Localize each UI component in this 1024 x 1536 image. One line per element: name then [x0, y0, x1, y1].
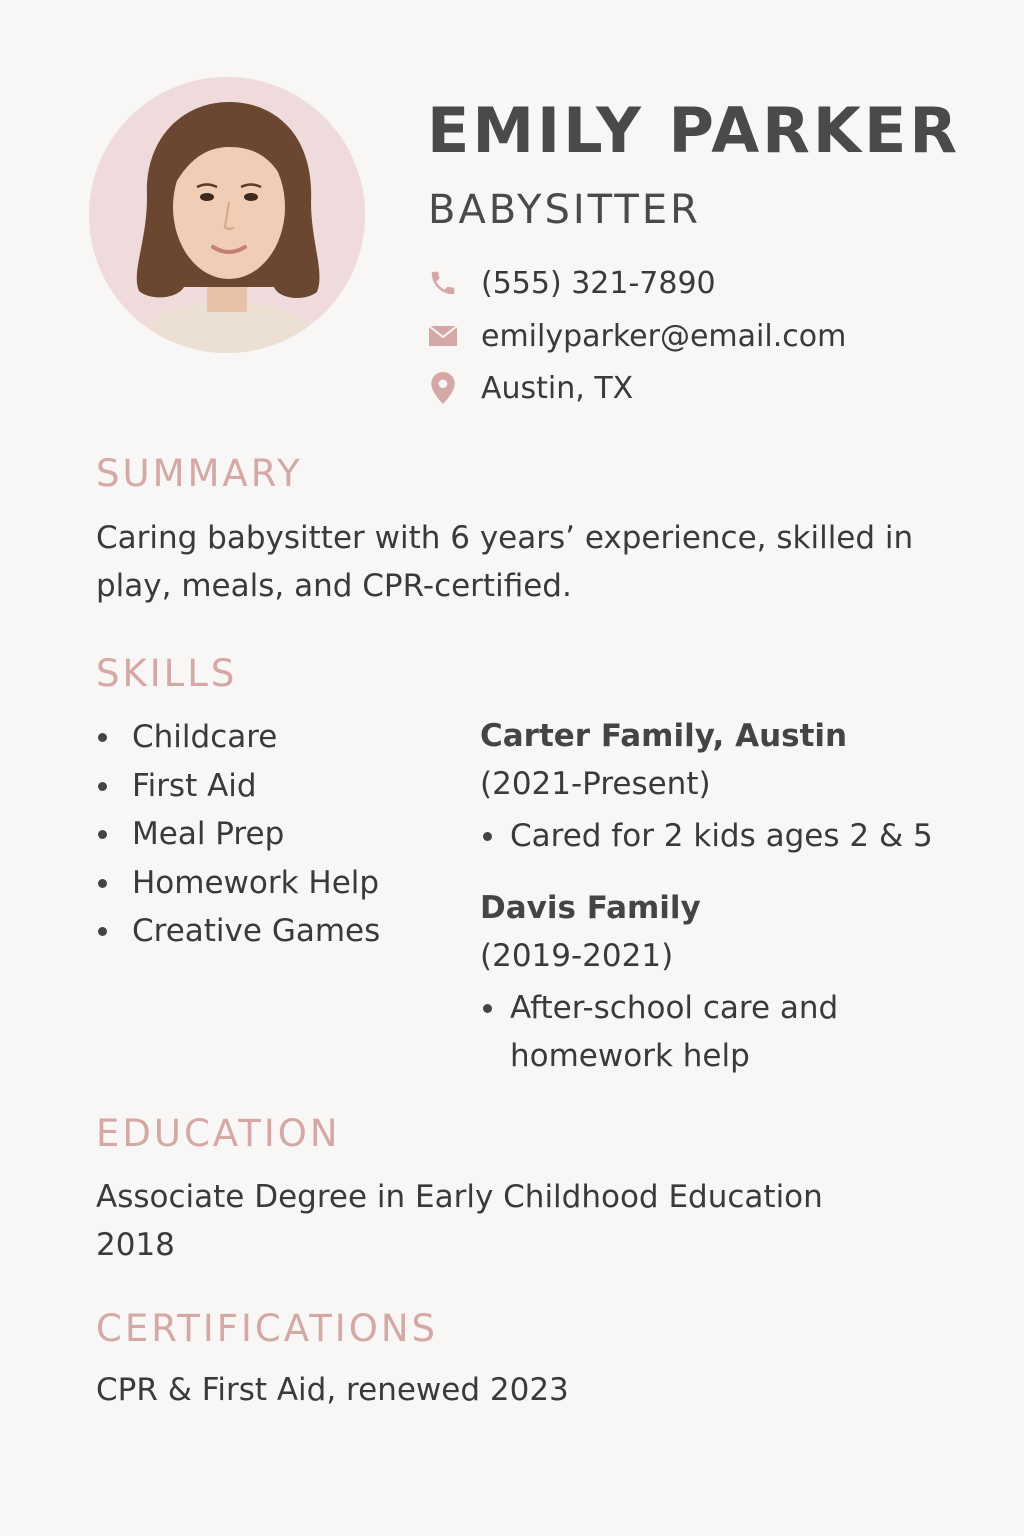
bullet-icon — [483, 832, 492, 841]
bullet-icon — [98, 782, 107, 791]
summary-text — [96, 514, 913, 610]
contact-location: Austin, TX — [481, 370, 634, 406]
skills-list — [96, 713, 380, 956]
skills-heading: SKILLS — [96, 652, 238, 695]
experience-dates: (2021-Present) — [480, 766, 711, 802]
certifications-heading: CERTIFICATIONS — [96, 1307, 439, 1350]
skill-item: Creative Games — [96, 907, 380, 956]
bullet-icon — [98, 830, 107, 839]
experience-detail: Cared for 2 kids ages 2 & 5 — [480, 812, 950, 860]
skill-item: Homework Help — [96, 859, 380, 908]
experience-entry-davis — [480, 884, 950, 1080]
bullet-icon — [98, 879, 107, 888]
mail-icon — [427, 320, 459, 352]
contact-email-row — [427, 316, 846, 356]
education-heading: EDUCATION — [96, 1112, 341, 1155]
education-degree: Associate Degree in Early Childhood Education — [96, 1179, 823, 1215]
bullet-icon — [98, 733, 107, 742]
summary-heading: SUMMARY — [96, 452, 303, 495]
bullet-icon — [98, 927, 107, 936]
profile-photo — [89, 77, 365, 353]
experience-employer: Davis Family — [480, 890, 701, 926]
education-year: 2018 — [96, 1227, 175, 1263]
candidate-name: EMILY PARKER — [427, 94, 961, 167]
candidate-role: BABYSITTER — [428, 187, 701, 233]
contact-email[interactable]: emilyparker@email.com — [481, 318, 847, 354]
summary-line-2: play, meals, and CPR-certified. — [96, 568, 572, 604]
experience-entry-carter — [480, 712, 950, 860]
contact-location-row — [427, 368, 633, 408]
phone-icon — [427, 267, 459, 299]
summary-line-1: Caring babysitter with 6 years’ experience, skilled in — [96, 520, 914, 556]
skill-item: Childcare — [96, 713, 380, 762]
experience-detail: After-school care and homework help — [480, 984, 950, 1080]
skill-item: Meal Prep — [96, 810, 380, 859]
experience-employer: Carter Family, Austin — [480, 718, 848, 754]
education-text — [96, 1173, 823, 1269]
experience-dates: (2019-2021) — [480, 938, 674, 974]
portrait-illustration — [89, 77, 365, 353]
contact-phone-row — [427, 263, 716, 303]
certifications-text: CPR & First Aid, renewed 2023 — [96, 1372, 569, 1408]
bullet-icon — [483, 1004, 492, 1013]
skill-item: First Aid — [96, 762, 380, 811]
location-pin-icon — [427, 372, 459, 404]
contact-phone[interactable]: (555) 321-7890 — [481, 265, 716, 301]
